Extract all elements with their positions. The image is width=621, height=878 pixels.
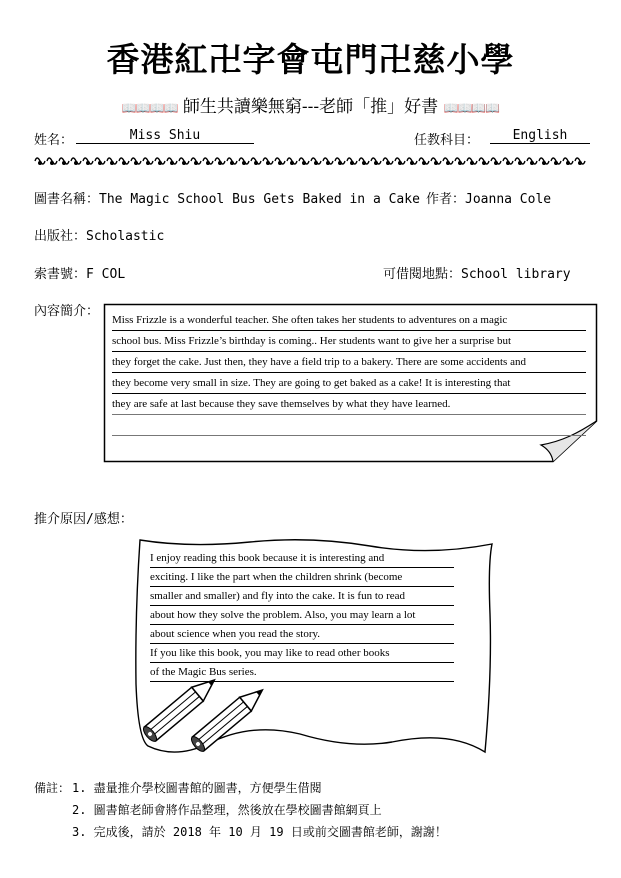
location-value: School library [461,267,571,282]
summary-line: Miss Frizzle is a wonderful teacher. She often takes her students to adventures on a magic [112,310,586,331]
divider-dot [135,162,138,165]
reason-line: about how they solve the problem. Also, you may learn a lot [150,606,454,625]
divider-dot [423,162,426,165]
publisher-value: Scholastic [86,229,165,244]
divider-dot [291,162,294,165]
divider-dot [87,162,90,165]
summary-line: school bus. Miss Frizzle’s birthday is coming.. Her students want to give her a surprise but [112,331,586,352]
reason-line: smaller and smaller) and fly into the cake. It is fun to read [150,587,454,606]
divider-dot [63,162,66,165]
divider-dot [555,162,558,165]
author-label: 作者： [426,192,466,207]
author-value: Joanna Cole [465,192,552,207]
book-title-value: The Magic School Bus Gets Baked in a Cake [99,192,420,207]
divider-dot [315,162,318,165]
divider-dot [447,162,450,165]
divider-dot [411,162,414,165]
divider-dot [111,162,114,165]
summary-label: 內容簡介： [34,304,100,319]
divider-dot [123,162,126,165]
subject-label: 任教科目： [414,133,480,148]
subtitle [0,92,621,117]
divider-dot [543,162,546,165]
reason-label: 推介原因/感想： [34,512,133,527]
notes-list [72,777,447,843]
divider-dot [243,162,246,165]
book-title-row [34,188,420,207]
school-title: 香港紅卍字會屯門卍慈小學 [106,40,515,79]
summary-line: they are safe at last because they save themselves by what they have learned. [112,394,586,415]
divider-dot [279,162,282,165]
divider-dot [363,162,366,165]
book-title-label: 圖書名稱： [34,192,100,207]
divider-dot [159,162,162,165]
reason-line: about science when you read the story. [150,625,454,644]
summary-line: they forget the cake. Just then, they have a field trip to a bakery. There are some accidents and [112,352,586,373]
divider-dot [75,162,78,165]
divider-dot [495,162,498,165]
divider-dot [219,162,222,165]
note-item: 3. 完成後，請於 2018 年 10 月 19 日或前交圖書館老師，謝謝！ [72,825,447,839]
divider-dot [483,162,486,165]
divider-dot [255,162,258,165]
reason-line: exciting. I like the part when the children shrink (become [150,568,454,587]
divider-dot [327,162,330,165]
call-number-value: F COL [86,267,126,282]
divider-dot [387,162,390,165]
divider-dot [39,162,42,165]
divider-dot [375,162,378,165]
publisher-row [34,225,164,244]
divider-dot [567,162,570,165]
location-label: 可借閱地點： [383,267,462,282]
divider-dot [183,162,186,165]
divider-dot [195,162,198,165]
book-icon-row-left: 📖📖📖📖 [121,101,178,115]
reason-line: If you like this book, you may like to read other books [150,644,454,663]
divider-dot [147,162,150,165]
divider-dot [99,162,102,165]
reason-text [150,549,454,682]
divider-dot [507,162,510,165]
subject-value: English [490,128,590,144]
divider-dot [579,162,582,165]
divider-dot [267,162,270,165]
divider-dot [339,162,342,165]
divider-dot [435,162,438,165]
divider-dot [399,162,402,165]
reason-line: I enjoy reading this book because it is interesting and [150,549,454,568]
divider-dot [303,162,306,165]
call-number-row [34,263,125,282]
name-value: Miss Shiu [76,128,254,144]
divider-dot [171,162,174,165]
summary-line [112,415,586,436]
divider-dot [231,162,234,165]
divider-dot [519,162,522,165]
divider-dot [531,162,534,165]
pencils-icon [140,678,280,758]
call-number-label: 索書號： [34,267,87,282]
note-item: 1. 盡量推介學校圖書館的圖書，方便學生借閱 [72,781,322,795]
divider-dot [471,162,474,165]
summary-text [112,310,586,436]
notes-label: 備註： [34,781,71,795]
divider-dot [459,162,462,165]
author-row [426,188,551,207]
divider-dot [207,162,210,165]
reason-line: of the Magic Bus series. [150,663,454,682]
location-row [383,263,571,282]
summary-line: they become very small in size. They are going to get baked as a cake! It is interesting that [112,373,586,394]
divider-dot [51,162,54,165]
note-item: 2. 圖書館老師會將作品整理，然後放在學校圖書館網頁上 [72,803,382,817]
divider-dot [351,162,354,165]
subtitle-text: 師生共讀樂無窮---老師「推」好書 [182,97,439,117]
name-label: 姓名： [34,133,74,148]
book-icon-row-right: 📖📖📖📖 [443,101,500,115]
publisher-label: 出版社： [34,229,87,244]
decorative-divider [34,155,586,167]
